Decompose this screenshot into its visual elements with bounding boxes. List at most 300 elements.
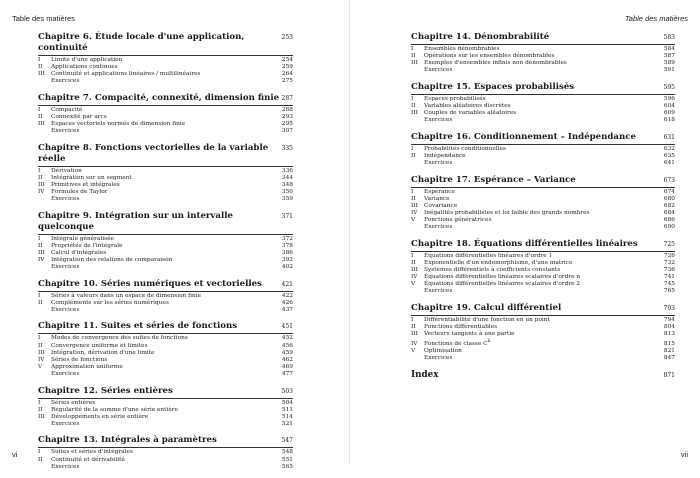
section-title: Exercices <box>424 67 453 74</box>
section-number: IV <box>411 273 418 280</box>
chapter-heading[interactable] <box>38 32 293 56</box>
chapter-title: Chapitre 10. Séries numériques et vectorielles <box>38 278 262 289</box>
toc-entry[interactable] <box>38 407 293 414</box>
toc-entry[interactable] <box>411 110 675 117</box>
chapter-page-number: 421 <box>281 280 293 288</box>
toc-entry[interactable] <box>411 324 675 331</box>
left-page <box>0 0 350 470</box>
chapter-page-number: 631 <box>663 133 675 141</box>
section-number: III <box>38 121 45 128</box>
toc-left <box>38 32 293 478</box>
section-number: I <box>38 292 41 299</box>
chapter-title: Chapitre 12. Séries entières <box>38 385 173 396</box>
exercises-entry[interactable] <box>38 421 293 428</box>
section-number: IV <box>411 209 418 216</box>
section-title: Exercices <box>51 128 80 135</box>
chapter-page-number: 725 <box>663 240 675 248</box>
section-title: Applications continues <box>51 64 118 71</box>
toc-entry[interactable] <box>38 57 293 64</box>
section-number: I <box>411 252 414 259</box>
section-number: V <box>411 347 416 354</box>
section-title: Covariance <box>424 202 458 209</box>
toc-entry[interactable] <box>411 146 675 153</box>
section-number: II <box>38 113 43 120</box>
section-page-number: 514 <box>281 413 293 420</box>
section-title: Dérivation <box>51 167 82 174</box>
section-page-number: 426 <box>281 299 293 306</box>
toc-entry[interactable] <box>38 343 293 350</box>
toc-entry[interactable] <box>411 338 675 348</box>
chapter-block <box>411 82 675 124</box>
chapter-heading[interactable] <box>411 82 675 95</box>
section-number: I <box>38 106 41 113</box>
section-page-number: 821 <box>663 347 675 354</box>
section-title: Espaces vectoriels normés de dimension finie <box>51 121 186 128</box>
toc-right <box>411 32 675 381</box>
section-title: Équations différentielles linéaires d'ordre 1 <box>424 252 553 259</box>
section-list <box>38 448 293 470</box>
chapter-title: Chapitre 7. Compacité, connexité, dimension finie <box>38 92 280 103</box>
section-title: Exercices <box>51 370 80 377</box>
section-page-number: 386 <box>281 249 293 256</box>
section-title: Équations différentielles linéaires scalaires d'ordre 2 <box>424 280 581 287</box>
toc-entry[interactable] <box>411 331 675 338</box>
chapter-title: Chapitre 11. Suites et séries de fonctions <box>38 321 238 332</box>
section-page-number: 275 <box>281 78 293 85</box>
section-page-number: 584 <box>663 46 675 52</box>
chapter-heading[interactable] <box>38 386 293 399</box>
chapter-block <box>38 435 293 470</box>
section-page-number: 680 <box>663 195 675 202</box>
section-title: Exercices <box>51 463 80 470</box>
section-page-number: 632 <box>663 145 675 152</box>
section-page-number: 641 <box>663 159 675 166</box>
section-title: Systèmes différentiels à coefficients constants <box>424 266 561 273</box>
exercises-entry[interactable] <box>38 307 293 314</box>
chapter-block <box>38 32 293 85</box>
section-number: II <box>411 259 416 266</box>
section-list <box>411 316 675 362</box>
section-number: III <box>411 110 418 117</box>
section-title: Formules de Taylor <box>51 189 108 196</box>
chapter-block <box>38 321 293 378</box>
chapter-title: Chapitre 8. Fonctions vectorielles de la variable réelle <box>38 142 269 164</box>
section-page-number: 259 <box>281 64 293 71</box>
chapter-page-number: 793 <box>663 304 675 312</box>
section-title: Exercices <box>51 306 80 313</box>
section-title: Fonctions différentiables <box>424 323 498 330</box>
chapter-title: Chapitre 13. Intégrales à paramètres <box>38 435 217 446</box>
section-number: IV <box>38 356 45 363</box>
chapter-block <box>38 386 293 428</box>
section-title: Équations différentielles linéaires scalaires d'ordre n <box>424 273 581 280</box>
toc-entry[interactable] <box>38 107 293 114</box>
section-page-number: 551 <box>281 456 293 463</box>
chapter-page-number: 595 <box>663 83 675 91</box>
chapter-block <box>38 143 293 203</box>
section-page-number: 254 <box>281 57 293 63</box>
chapter-page-number: 451 <box>281 323 293 331</box>
section-page-number: 511 <box>281 406 293 413</box>
section-number: I <box>38 335 41 342</box>
toc-entry[interactable] <box>38 182 293 189</box>
section-title: Modes de convergence des suites de fonctions <box>51 335 188 342</box>
toc-entry[interactable] <box>38 364 293 371</box>
toc-entry[interactable] <box>38 236 293 243</box>
chapter-heading[interactable] <box>38 321 293 334</box>
chapter-title: Chapitre 9. Intégration sur un intervalle quelconque <box>38 210 233 232</box>
section-page-number: 359 <box>281 196 293 203</box>
section-title: Exercices <box>51 420 80 427</box>
section-title: Exercices <box>424 224 453 230</box>
section-title: Espaces probabilisés <box>424 95 486 102</box>
chapter-page-number: 253 <box>281 34 293 41</box>
section-page-number: 684 <box>663 209 675 216</box>
section-title: Continuité et dérivabilité <box>51 456 125 463</box>
section-number: I <box>411 188 414 195</box>
section-title: Exponentielle d'un endomorphisme, d'une matrice <box>424 259 573 266</box>
section-title: Connexité par arcs <box>51 113 107 120</box>
toc-entry[interactable] <box>411 274 675 281</box>
section-title: Espérance <box>424 188 455 195</box>
section-title: Continuité et applications linéaires / multilinéaires <box>51 71 201 78</box>
section-title: Exercices <box>424 288 453 295</box>
section-page-number: 609 <box>663 110 675 117</box>
chapter-heading[interactable] <box>411 239 675 252</box>
section-page-number: 459 <box>281 349 293 356</box>
toc-entry[interactable] <box>38 121 293 128</box>
section-number: III <box>411 202 418 209</box>
toc-entry[interactable] <box>38 175 293 182</box>
section-title: Exercices <box>51 78 80 85</box>
toc-entry[interactable] <box>38 357 293 364</box>
section-number: II <box>38 174 43 181</box>
section-number: I <box>411 145 414 152</box>
section-page-number: 293 <box>281 113 293 120</box>
section-page-number: 288 <box>281 106 293 113</box>
section-title: Ensembles dénombrables <box>424 46 500 52</box>
section-title: Séries à valeurs dans un espace de dimension finie <box>51 292 202 299</box>
running-head-right: Table des matières <box>624 14 688 23</box>
chapter-heading[interactable] <box>411 175 675 188</box>
section-title: Couples de variables aléatoires <box>424 110 517 117</box>
section-title: Indépendance <box>424 152 466 159</box>
toc-entry[interactable] <box>411 281 675 288</box>
toc-entry[interactable] <box>411 210 675 217</box>
toc-entry[interactable] <box>38 293 293 300</box>
section-number: I <box>38 235 41 242</box>
index-heading[interactable] <box>411 370 675 381</box>
chapter-heading[interactable] <box>411 303 675 316</box>
toc-entry[interactable] <box>38 257 293 264</box>
section-number: II <box>38 456 43 463</box>
section-number: II <box>411 102 416 109</box>
section-page-number: 372 <box>281 235 293 242</box>
chapter-heading[interactable] <box>38 143 293 167</box>
section-title: Calcul d'intégrales <box>51 249 107 256</box>
toc-entry[interactable] <box>411 317 675 324</box>
toc-entry[interactable] <box>411 60 675 67</box>
section-page-number: 726 <box>663 252 675 259</box>
section-title: Compacité <box>51 106 83 113</box>
section-page-number: 462 <box>281 356 293 363</box>
section-page-number: 565 <box>281 463 293 470</box>
section-title: Séries de fonctions <box>51 356 108 363</box>
section-page-number: 452 <box>281 335 293 342</box>
section-title: Variables aléatoires discrètes <box>424 102 511 109</box>
section-title: Convergence uniforme et limites <box>51 342 148 349</box>
section-page-number: 813 <box>663 330 675 337</box>
chapter-block <box>411 303 675 362</box>
chapter-heading[interactable] <box>38 211 293 235</box>
section-title: Suites et séries d'intégrales <box>51 449 133 456</box>
toc-entry[interactable] <box>411 267 675 274</box>
section-number: II <box>411 195 416 202</box>
exercises-entry[interactable] <box>38 464 293 471</box>
section-number: V <box>411 216 416 223</box>
section-page-number: 596 <box>663 95 675 102</box>
toc-entry[interactable] <box>411 196 675 203</box>
toc-entry[interactable] <box>38 168 293 175</box>
section-page-number: 686 <box>663 216 675 223</box>
toc-entry[interactable] <box>38 300 293 307</box>
toc-entry[interactable] <box>38 243 293 250</box>
section-page-number: 804 <box>663 323 675 330</box>
section-page-number: 732 <box>663 259 675 266</box>
section-number: II <box>38 406 43 413</box>
section-number: V <box>38 363 43 370</box>
section-page-number: 765 <box>663 288 675 295</box>
section-number: II <box>411 152 416 159</box>
folio-left: vi <box>12 450 18 459</box>
toc-entry[interactable] <box>411 96 675 103</box>
section-number: III <box>411 60 418 67</box>
section-number: II <box>411 53 416 60</box>
section-title: Compléments sur les séries numériques <box>51 299 169 306</box>
section-page-number: 589 <box>663 60 675 67</box>
chapter-heading[interactable] <box>38 279 293 292</box>
toc-entry[interactable] <box>411 103 675 110</box>
section-number: III <box>411 266 418 273</box>
section-title: Exercices <box>424 117 453 124</box>
section-number: I <box>411 316 414 323</box>
section-page-number: 674 <box>663 188 675 195</box>
chapter-title: Chapitre 16. Conditionnement – Indépendance <box>411 131 636 142</box>
toc-entry[interactable] <box>38 189 293 196</box>
section-list <box>38 167 293 203</box>
chapter-block <box>411 32 675 74</box>
section-page-number: 847 <box>663 355 675 362</box>
section-page-number: 618 <box>663 117 675 124</box>
section-title: Différentiabilité d'une fonction en un point <box>424 316 550 323</box>
section-page-number: 504 <box>281 399 293 406</box>
section-page-number: 336 <box>281 167 293 174</box>
section-title: Exemples d'ensembles infinis non dénombrables <box>424 60 567 67</box>
section-list <box>411 252 675 296</box>
section-title: Intégration, dérivation d'une limite <box>51 349 155 356</box>
section-title: Vecteurs tangents à une partie <box>424 330 515 337</box>
section-number: I <box>38 399 41 406</box>
section-page-number: 548 <box>281 449 293 456</box>
exercises-entry[interactable] <box>411 160 675 167</box>
section-page-number: 741 <box>663 273 675 280</box>
section-number: IV <box>38 257 45 263</box>
chapter-heading[interactable] <box>411 132 675 145</box>
section-number: I <box>411 46 414 52</box>
section-list <box>411 188 675 232</box>
section-title: Intégration des relations de comparaison <box>51 257 173 263</box>
chapter-heading[interactable] <box>38 93 293 106</box>
chapter-block <box>411 175 675 232</box>
section-page-number: 587 <box>663 53 675 60</box>
section-page-number: 402 <box>281 264 293 271</box>
section-page-number: 682 <box>663 202 675 209</box>
section-title: Régularité de la somme d'une série entière <box>51 406 178 413</box>
section-title: Exercices <box>424 355 453 362</box>
section-number: III <box>38 349 45 356</box>
index-title: Index <box>411 369 439 380</box>
section-title: Exercices <box>424 159 453 166</box>
toc-entry[interactable] <box>411 348 675 355</box>
toc-entry[interactable] <box>411 153 675 160</box>
section-title: Fonctions de classe $C^k$ <box>424 338 491 347</box>
section-page-number: 348 <box>281 181 293 188</box>
toc-entry[interactable] <box>411 189 675 196</box>
section-list <box>38 235 293 271</box>
chapter-page-number: 287 <box>281 94 293 102</box>
toc-entry[interactable] <box>411 217 675 224</box>
toc-entry[interactable] <box>411 260 675 267</box>
exercises-entry[interactable] <box>411 288 675 295</box>
section-title: Limite d'une application <box>51 57 123 63</box>
section-number: IV <box>38 189 45 196</box>
section-page-number: 422 <box>281 292 293 299</box>
chapter-title: Chapitre 14. Dénombrabilité <box>411 32 550 42</box>
exercises-entry[interactable] <box>411 67 675 74</box>
section-title: Approximation uniforme <box>51 363 123 370</box>
toc-entry[interactable] <box>411 253 675 260</box>
chapter-heading[interactable] <box>411 32 675 45</box>
exercises-entry[interactable] <box>38 78 293 85</box>
section-title: Opérations sur les ensembles dénombrables <box>424 53 555 60</box>
section-page-number: 350 <box>281 189 293 196</box>
section-number: II <box>38 342 43 349</box>
section-title: Variance <box>424 195 450 202</box>
toc-entry[interactable] <box>411 203 675 210</box>
exercises-entry[interactable] <box>38 128 293 135</box>
section-page-number: 295 <box>281 121 293 128</box>
toc-entry[interactable] <box>38 250 293 257</box>
chapter-block <box>38 279 293 314</box>
chapter-block <box>38 211 293 271</box>
section-page-number: 745 <box>663 280 675 287</box>
chapter-page-number: 583 <box>663 34 675 41</box>
section-list <box>38 292 293 314</box>
section-title: Fonctions génératrices <box>424 216 492 223</box>
chapter-page-number: 335 <box>281 144 293 152</box>
section-page-number: 437 <box>281 306 293 313</box>
section-list <box>38 56 293 85</box>
section-number: III <box>411 330 418 337</box>
section-list <box>411 95 675 124</box>
section-title: Inégalités probabilistes et loi faible des grands nombres <box>424 209 590 216</box>
section-list <box>38 106 293 135</box>
toc-entry[interactable] <box>38 350 293 357</box>
section-page-number: 344 <box>281 174 293 181</box>
toc-entry[interactable] <box>38 457 293 464</box>
section-title: Exercices <box>51 264 80 271</box>
section-page-number: 690 <box>663 224 675 230</box>
section-page-number: 604 <box>663 102 675 109</box>
section-page-number: 378 <box>281 242 293 249</box>
toc-entry[interactable] <box>38 414 293 421</box>
section-title: Propriétés de l'intégrale <box>51 242 123 249</box>
section-title: Intégration sur un segment <box>51 174 132 181</box>
chapter-title: Chapitre 17. Espérance – Variance <box>411 174 576 185</box>
section-number: I <box>38 449 41 456</box>
chapter-heading[interactable] <box>38 435 293 448</box>
section-list <box>38 334 293 378</box>
section-page-number: 264 <box>281 71 293 78</box>
section-number: IV <box>411 340 418 347</box>
folio-right: vii <box>680 450 688 459</box>
chapter-page-number: 371 <box>281 212 293 220</box>
exercises-entry[interactable] <box>38 264 293 271</box>
chapter-page-number: 673 <box>663 176 675 184</box>
section-list <box>411 45 675 74</box>
toc-entry[interactable] <box>38 71 293 78</box>
section-number: V <box>411 280 416 287</box>
index-page-number: 871 <box>663 371 675 379</box>
exercises-entry[interactable] <box>411 117 675 124</box>
toc-entry[interactable] <box>38 114 293 121</box>
section-title: Intégrale généralisée <box>51 235 114 242</box>
section-page-number: 815 <box>663 340 675 347</box>
section-title: Primitives et intégrales <box>51 181 120 188</box>
section-page-number: 736 <box>663 266 675 273</box>
chapter-title: Chapitre 18. Équations différentielles linéaires <box>411 238 638 249</box>
section-title: Développements en série entière <box>51 413 149 420</box>
section-page-number: 591 <box>663 67 675 74</box>
section-page-number: 307 <box>281 128 293 135</box>
section-number: III <box>38 413 45 420</box>
section-number: I <box>38 167 41 174</box>
section-page-number: 392 <box>281 257 293 263</box>
section-page-number: 469 <box>281 363 293 370</box>
section-page-number: 477 <box>281 370 293 377</box>
chapter-page-number: 547 <box>281 437 293 445</box>
running-head-left: Table des matières <box>12 14 75 23</box>
section-page-number: 521 <box>281 420 293 427</box>
section-number: III <box>38 181 45 188</box>
exercises-entry[interactable] <box>411 224 675 231</box>
section-number: I <box>411 95 414 102</box>
toc-entry[interactable] <box>38 335 293 342</box>
chapter-block <box>38 93 293 135</box>
section-page-number: 635 <box>663 152 675 159</box>
chapter-title: Chapitre 15. Espaces probabilisés <box>411 81 575 92</box>
exercises-entry[interactable] <box>411 355 675 362</box>
exercises-entry[interactable] <box>38 371 293 378</box>
section-title: Séries entières <box>51 399 96 406</box>
chapter-page-number: 503 <box>281 387 293 395</box>
exercises-entry[interactable] <box>38 196 293 203</box>
section-number: III <box>38 249 45 256</box>
toc-entry[interactable] <box>38 449 293 456</box>
chapter-block <box>411 132 675 167</box>
chapter-title: Chapitre 6. Étude locale d'une application, continuité <box>38 32 245 53</box>
toc-entry[interactable] <box>38 400 293 407</box>
